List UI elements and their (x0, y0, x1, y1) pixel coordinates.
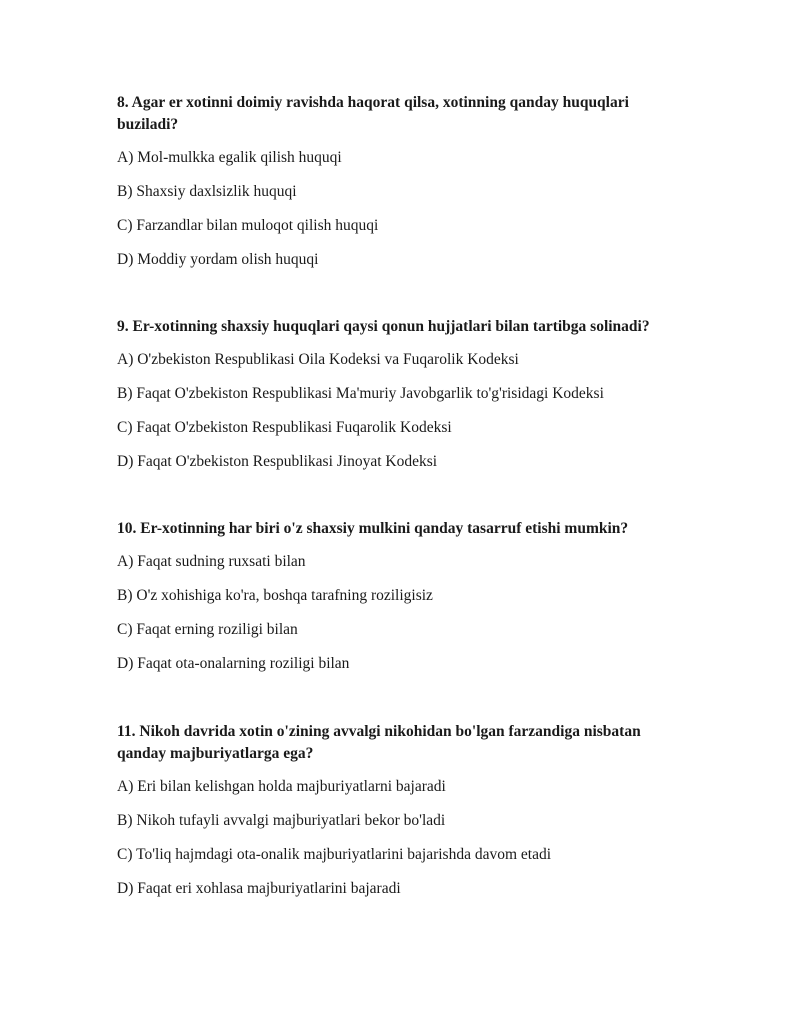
question-title: 11. Nikoh davrida xotin o'zining avvalgi nikohidan bo'lgan farzandiga nisbatan qanday majburiyatlarga ega? (117, 723, 641, 762)
question-9 (117, 316, 677, 485)
answer-option-d: D) Faqat ota-onalarning roziligi bilan (117, 655, 350, 672)
answer-option-a: A) O'zbekiston Respublikasi Oila Kodeksi va Fuqarolik Kodeksi (117, 351, 519, 368)
answer-option-b: B) O'z xohishiga ko'ra, boshqa tarafning roziligisiz (117, 587, 433, 604)
answer-option-b: B) Shaxsiy daxlsizlik huquqi (117, 183, 297, 200)
question-title: 10. Er-xotinning har biri o'z shaxsiy mulkini qanday tasarruf etishi mumkin? (117, 520, 629, 537)
answer-option-c: C) Faqat erning roziligi bilan (117, 621, 298, 638)
question-10 (117, 518, 677, 687)
answer-option-d: D) Faqat eri xohlasa majburiyatlarini bajaradi (117, 880, 401, 897)
answer-option-a: A) Eri bilan kelishgan holda majburiyatlarni bajaradi (117, 778, 446, 795)
answer-option-c: C) Farzandlar bilan muloqot qilish huquqi (117, 217, 379, 234)
answer-option-a: A) Mol-mulkka egalik qilish huquqi (117, 149, 342, 166)
answer-option-b: B) Faqat O'zbekiston Respublikasi Ma'muriy Javobgarlik to'g'risidagi Kodeksi (117, 385, 604, 402)
answer-option-c: C) Faqat O'zbekiston Respublikasi Fuqarolik Kodeksi (117, 419, 452, 436)
question-title: 8. Agar er xotinni doimiy ravishda haqorat qilsa, xotinning qanday huquqlari buziladi? (117, 94, 629, 133)
answer-option-d: D) Moddiy yordam olish huquqi (117, 251, 319, 268)
question-11 (117, 721, 677, 912)
answer-option-c: C) To'liq hajmdagi ota-onalik majburiyatlarini bajarishda davom etadi (117, 846, 552, 863)
answer-option-d: D) Faqat O'zbekiston Respublikasi Jinoyat Kodeksi (117, 453, 438, 470)
question-8 (117, 92, 677, 283)
question-title: 9. Er-xotinning shaxsiy huquqlari qaysi qonun hujjatlari bilan tartibga solinadi? (117, 318, 650, 335)
answer-option-b: B) Nikoh tufayli avvalgi majburiyatlari bekor bo'ladi (117, 812, 446, 829)
answer-option-a: A) Faqat sudning ruxsati bilan (117, 553, 306, 570)
